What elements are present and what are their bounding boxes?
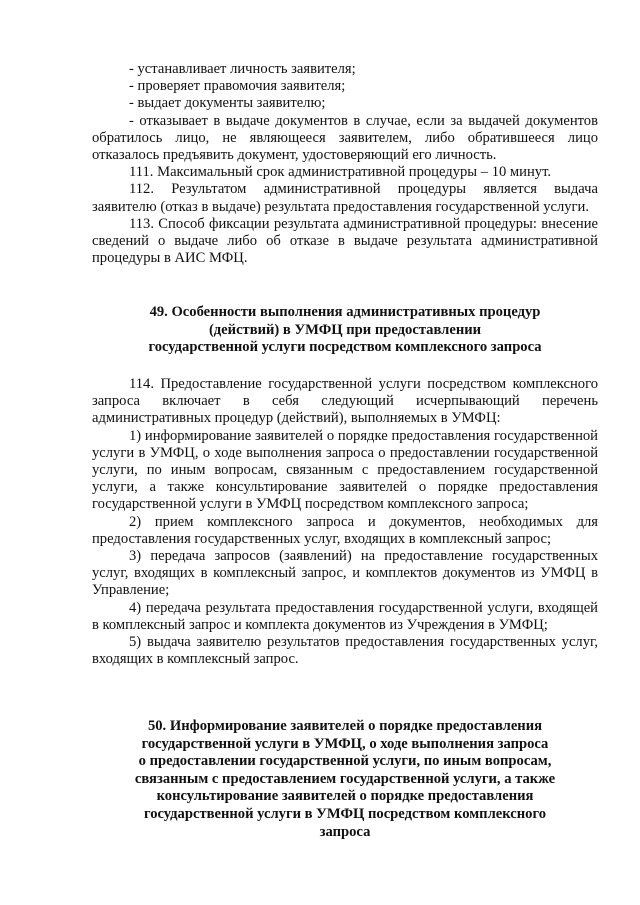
paragraph: - отказывает в выдаче документов в случае, если за выдачей документов обратилось лицо, не являющееся заявителем, либо обратившееся лицо отказалось предъявить документ, удостоверяющий его личность.: [92, 112, 598, 164]
heading-line: 49. Особенности выполнения административных процедур: [149, 304, 541, 320]
heading-line: (действий) в УМФЦ при предоставлении: [208, 321, 482, 338]
paragraph: 3) передача запросов (заявлений) на предоставление государственных услуг, входящих в комплексный запрос, и комплектов документов из УМФЦ в Управление;: [92, 548, 598, 599]
heading-line: о предоставлении государственной услуги, по иным вопросам,: [138, 753, 552, 770]
paragraph: - выдает документы заявителю;: [129, 95, 326, 112]
paragraph: 111. Максимальный срок административной процедуры – 10 минут.: [129, 164, 552, 181]
section-heading-49: [92, 304, 598, 357]
paragraph: - проверяет правомочия заявителя;: [129, 78, 346, 95]
top-paragraphs: [92, 61, 598, 267]
section-49-paragraphs: [92, 376, 598, 668]
heading-line: государственной услуги в УМФЦ, о ходе выполнения запроса: [141, 735, 549, 752]
paragraph: 5) выдача заявителю результатов предоставления государственных услуг, входящих в комплексный запрос.: [92, 634, 598, 668]
heading-line: связанным с предоставлением государственной услуги, а также: [134, 770, 556, 787]
paragraph: 114. Предоставление государственной услуги посредством комплексного запроса включает в себя следующий исчерпывающий перечень административных процедур (действий), выполняемых в УМФЦ:: [92, 376, 598, 427]
paragraph: 1) информирование заявителей о порядке предоставления государственной услуги в УМФЦ, о ходе выполнения запроса о предоставлении государственной услуги, по иным вопросам, связанным с предоставлением государственной услуги, а также консультирование заявителей о порядке предоставления государственной услуги в УМФЦ посредством комплексного запроса;: [92, 427, 598, 513]
heading-line: запроса: [319, 823, 371, 840]
paragraph: 4) передача результата предоставления государственной услуги, входящей в комплексный запрос и комплекта документов из Учреждения в УМФЦ;: [92, 599, 598, 633]
paragraph: 112. Результатом административной процедуры является выдача заявителю (отказ в выдаче) результата предоставления государственной услуги.: [92, 181, 598, 215]
heading-line: консультирование заявителей о порядке предоставления: [156, 788, 534, 805]
paragraph: 113. Способ фиксации результата административной процедуры: внесение сведений о выдаче либо об отказе в выдаче результата административной процедуры в АИС МФЦ.: [92, 215, 598, 267]
heading-line: государственной услуги посредством комплексного запроса: [148, 339, 542, 356]
heading-line: государственной услуги в УМФЦ посредством комплексного: [143, 805, 547, 822]
paragraph: - устанавливает личность заявителя;: [129, 61, 356, 77]
heading-line: 50. Информирование заявителей о порядке предоставления: [147, 718, 543, 734]
paragraph: 2) прием комплексного запроса и документов, необходимых для предоставления государственных услуг, входящих в комплексный запрос;: [92, 513, 598, 547]
section-heading-50: [92, 718, 598, 841]
